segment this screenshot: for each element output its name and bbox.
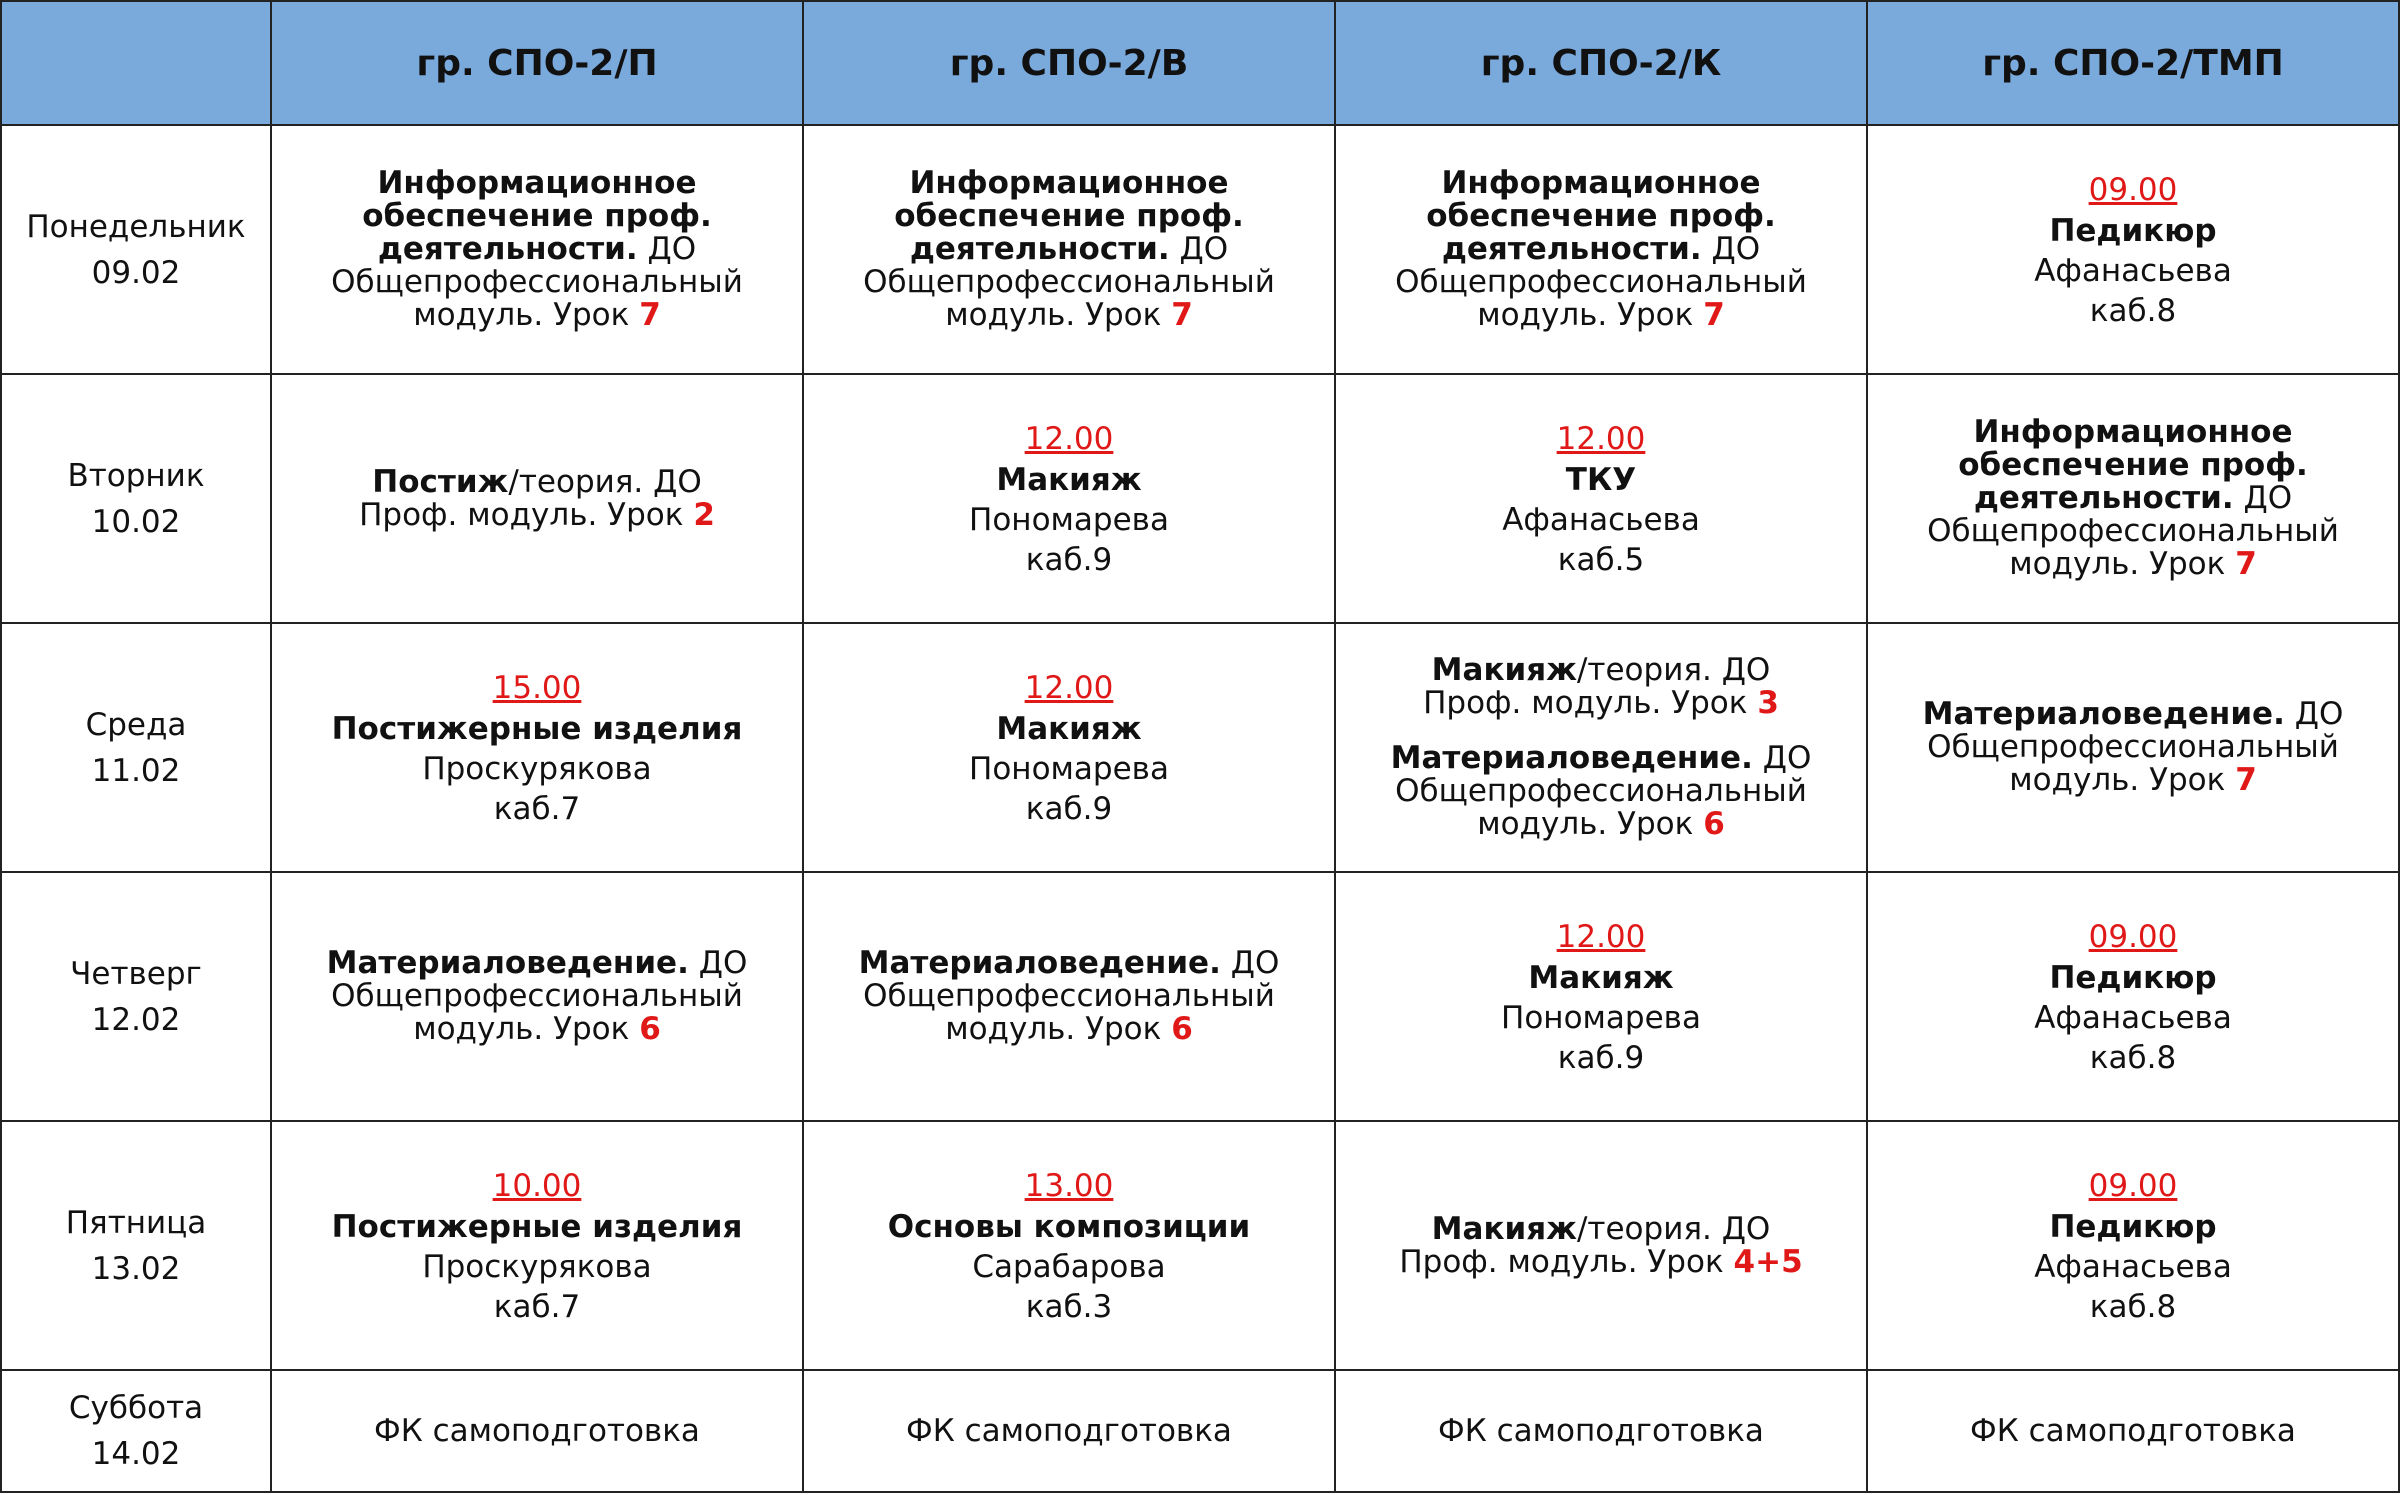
lesson-number: 7 — [1171, 297, 1193, 334]
module-text: модуль. Урок — [945, 1011, 1172, 1048]
subject-line: Информационное — [1441, 165, 1761, 202]
subject-text: Материаловедение. — [1390, 740, 1753, 777]
lesson-cell — [803, 1370, 1335, 1492]
day-name: Среда — [85, 706, 187, 743]
subject-last-line — [282, 233, 792, 266]
format-text: ДО — [2233, 480, 2293, 517]
lesson-subject: Педикюр — [2049, 959, 2217, 996]
plain-text: ФК самоподготовка — [906, 1412, 1232, 1449]
day-cell — [1, 872, 271, 1121]
lesson-subject: Макияж — [1528, 959, 1674, 996]
subject-line — [282, 947, 792, 980]
day-date: 12.02 — [91, 1001, 181, 1038]
lesson-cell — [271, 374, 803, 623]
format-text: ДО — [688, 945, 748, 982]
lesson-cell — [271, 1121, 803, 1370]
lesson-cell — [803, 374, 1335, 623]
module-line — [1346, 1243, 1856, 1280]
subject-text: деятельности. — [909, 231, 1170, 268]
subject-text: Материаловедение. — [858, 945, 1221, 982]
lesson-number: 3 — [1757, 685, 1779, 722]
module-text: модуль. Урок — [945, 297, 1172, 334]
subject-text: деятельности. — [1441, 231, 1702, 268]
lesson-time: 10.00 — [492, 1167, 582, 1204]
lesson-cell — [1867, 623, 2399, 872]
lesson-subject: Основы композиции — [887, 1208, 1251, 1245]
lesson-number: 7 — [2235, 546, 2257, 583]
module-line — [282, 496, 792, 533]
module-text: модуль. Урок — [1477, 806, 1704, 843]
subject-text: Макияж — [1431, 1210, 1577, 1247]
subject-line — [282, 463, 792, 500]
lesson-number: 6 — [1171, 1011, 1193, 1048]
lesson-room: каб.5 — [1557, 541, 1645, 578]
lesson-room: каб.8 — [2089, 1288, 2177, 1325]
group-header: гр. СПО-2/П — [271, 1, 803, 125]
subject-text: деятельности. — [377, 231, 638, 268]
module-last-line — [814, 1013, 1324, 1046]
lesson-teacher: Афанасьева — [2034, 252, 2232, 289]
module-text: модуль. Урок — [2009, 546, 2236, 583]
lesson-time: 09.00 — [2088, 918, 2178, 955]
day-cell — [1, 125, 271, 374]
lesson-subject: Макияж — [996, 710, 1142, 747]
lesson-time: 12.00 — [1024, 420, 1114, 457]
lesson-number: 6 — [1703, 806, 1725, 843]
lesson-time: 15.00 — [492, 669, 582, 706]
module-line: Общепрофессиональный — [863, 264, 1275, 301]
day-date: 10.02 — [91, 503, 181, 540]
lesson-subject: Педикюр — [2049, 212, 2217, 249]
day-name: Суббота — [68, 1390, 204, 1427]
header-row — [1, 1, 2399, 125]
lesson-teacher: Сарабарова — [972, 1248, 1166, 1285]
lesson-cell — [803, 872, 1335, 1121]
subject-line: обеспечение проф. — [894, 198, 1244, 235]
lesson-cell — [1867, 1121, 2399, 1370]
day-cell — [1, 374, 271, 623]
module-last-line — [1346, 808, 1856, 841]
lesson-number: 7 — [1703, 297, 1725, 334]
lesson-cell — [271, 872, 803, 1121]
lesson-room: каб.7 — [493, 790, 581, 827]
subject-line: Информационное — [1973, 414, 2293, 451]
day-row — [1, 623, 2399, 872]
subject-line: Информационное — [909, 165, 1229, 202]
format-text: /теория. ДО — [1576, 1210, 1771, 1247]
module-last-line — [1878, 764, 2388, 797]
lesson-cell — [1867, 1370, 2399, 1492]
day-name: Вторник — [67, 457, 205, 494]
day-row — [1, 872, 2399, 1121]
group-header: гр. СПО-2/ТМП — [1867, 1, 2399, 125]
format-text: ДО — [1169, 231, 1229, 268]
format-text: ДО — [1220, 945, 1280, 982]
lesson-number: 2 — [693, 496, 715, 533]
subject-text: Материаловедение. — [326, 945, 689, 982]
module-line — [1346, 687, 1856, 720]
lesson-cell — [271, 125, 803, 374]
lesson-room: каб.8 — [2089, 292, 2177, 329]
day-row — [1, 374, 2399, 623]
lesson-room: каб.9 — [1025, 541, 1113, 578]
lesson-teacher: Пономарева — [969, 750, 1169, 787]
module-line: Общепрофессиональный — [331, 978, 743, 1015]
lesson-number: 4+5 — [1733, 1243, 1803, 1280]
lesson-subject: ТКУ — [1565, 461, 1637, 498]
lesson-cell — [1335, 623, 1867, 872]
lesson-cell — [1335, 1370, 1867, 1492]
lesson-room: каб.3 — [1025, 1288, 1113, 1325]
lesson-time: 12.00 — [1024, 669, 1114, 706]
lesson-cell — [1335, 374, 1867, 623]
day-cell — [1, 1370, 271, 1492]
day-cell — [1, 1121, 271, 1370]
lesson-cell — [803, 125, 1335, 374]
lesson-room: каб.7 — [493, 1288, 581, 1325]
lesson-subject: Педикюр — [2049, 1208, 2217, 1245]
format-text: /теория. ДО — [508, 463, 702, 500]
subject-last-line — [1878, 482, 2388, 515]
group-header: гр. СПО-2/В — [803, 1, 1335, 125]
subject-text: Постиж — [372, 463, 509, 500]
lesson-cell — [271, 1370, 803, 1492]
module-line: Общепрофессиональный — [1927, 513, 2339, 550]
lesson-room: каб.8 — [2089, 1039, 2177, 1076]
module-line: Общепрофессиональный — [1395, 773, 1807, 810]
group-header: гр. СПО-2/К — [1335, 1, 1867, 125]
lesson-cell — [803, 1121, 1335, 1370]
subject-last-line — [814, 233, 1324, 266]
day-date: 11.02 — [91, 752, 181, 789]
lesson-room: каб.9 — [1557, 1039, 1645, 1076]
day-cell — [1, 623, 271, 872]
lesson-cell — [1867, 872, 2399, 1121]
module-text: Проф. модуль. Урок — [1399, 1243, 1734, 1280]
module-last-line — [282, 1013, 792, 1046]
lesson-teacher: Пономарева — [969, 501, 1169, 538]
day-date: 13.02 — [91, 1250, 181, 1287]
day-date: 14.02 — [91, 1436, 181, 1473]
subject-line — [1878, 698, 2388, 731]
day-row — [1, 1121, 2399, 1370]
subject-last-line — [1346, 233, 1856, 266]
subject-text: Материаловедение. — [1922, 696, 2285, 733]
subject-line — [1346, 1210, 1856, 1247]
lesson-time: 12.00 — [1556, 420, 1646, 457]
module-last-line — [282, 299, 792, 332]
lesson-number: 6 — [639, 1011, 661, 1048]
lesson-teacher: Проскурякова — [422, 1248, 652, 1285]
format-text: ДО — [1701, 231, 1761, 268]
lesson-subject: Постижерные изделия — [331, 710, 743, 747]
format-text: ДО — [1752, 740, 1812, 777]
subject-line — [1346, 742, 1856, 775]
module-line: Общепрофессиональный — [1395, 264, 1807, 301]
module-last-line — [1878, 548, 2388, 581]
module-line: Общепрофессиональный — [863, 978, 1275, 1015]
lesson-cell — [1867, 125, 2399, 374]
day-row — [1, 125, 2399, 374]
lesson-subject: Макияж — [996, 461, 1142, 498]
plain-text: ФК самоподготовка — [374, 1412, 700, 1449]
module-text: модуль. Урок — [413, 297, 640, 334]
subject-line: обеспечение проф. — [1426, 198, 1776, 235]
module-last-line — [1346, 299, 1856, 332]
lesson-teacher: Афанасьева — [2034, 999, 2232, 1036]
subject-line: Информационное — [377, 165, 697, 202]
spacer — [1346, 720, 1856, 742]
subject-text: деятельности. — [1973, 480, 2234, 517]
plain-text: ФК самоподготовка — [1970, 1412, 2296, 1449]
lesson-cell — [1335, 1121, 1867, 1370]
lesson-cell — [803, 623, 1335, 872]
day-name: Пятница — [65, 1204, 207, 1241]
lesson-number: 7 — [639, 297, 661, 334]
lesson-teacher: Пономарева — [1501, 999, 1701, 1036]
day-date: 09.02 — [91, 254, 181, 291]
module-line: Общепрофессиональный — [1927, 729, 2339, 766]
subject-line: обеспечение проф. — [362, 198, 712, 235]
lesson-teacher: Афанасьева — [2034, 1248, 2232, 1285]
lesson-time: 13.00 — [1024, 1167, 1114, 1204]
lesson-time: 09.00 — [2088, 171, 2178, 208]
schedule-body — [1, 125, 2399, 1492]
lesson-time: 12.00 — [1556, 918, 1646, 955]
subject-line — [1346, 654, 1856, 687]
day-name: Четверг — [70, 955, 202, 992]
lesson-cell — [1335, 125, 1867, 374]
day-row — [1, 1370, 2399, 1492]
lesson-cell — [1335, 872, 1867, 1121]
subject-line: обеспечение проф. — [1958, 447, 2308, 484]
lesson-subject: Постижерные изделия — [331, 1208, 743, 1245]
lesson-cell — [1867, 374, 2399, 623]
subject-text: Макияж — [1431, 652, 1577, 689]
module-text: модуль. Урок — [2009, 762, 2236, 799]
lesson-teacher: Проскурякова — [422, 750, 652, 787]
module-text: модуль. Урок — [1477, 297, 1704, 334]
lesson-room: каб.9 — [1025, 790, 1113, 827]
format-text: ДО — [2284, 696, 2344, 733]
format-text: /теория. ДО — [1576, 652, 1771, 689]
lesson-teacher: Афанасьева — [1502, 501, 1700, 538]
format-text: ДО — [637, 231, 697, 268]
module-text: Проф. модуль. Урок — [1423, 685, 1758, 722]
lesson-number: 7 — [2235, 762, 2257, 799]
module-line: Общепрофессиональный — [331, 264, 743, 301]
module-text: модуль. Урок — [413, 1011, 640, 1048]
module-text: Проф. модуль. Урок — [359, 496, 694, 533]
lesson-cell — [271, 623, 803, 872]
day-name: Понедельник — [26, 208, 246, 245]
lesson-time: 09.00 — [2088, 1167, 2178, 1204]
module-last-line — [814, 299, 1324, 332]
header-corner — [1, 1, 271, 125]
subject-line — [814, 947, 1324, 980]
plain-text: ФК самоподготовка — [1438, 1412, 1764, 1449]
